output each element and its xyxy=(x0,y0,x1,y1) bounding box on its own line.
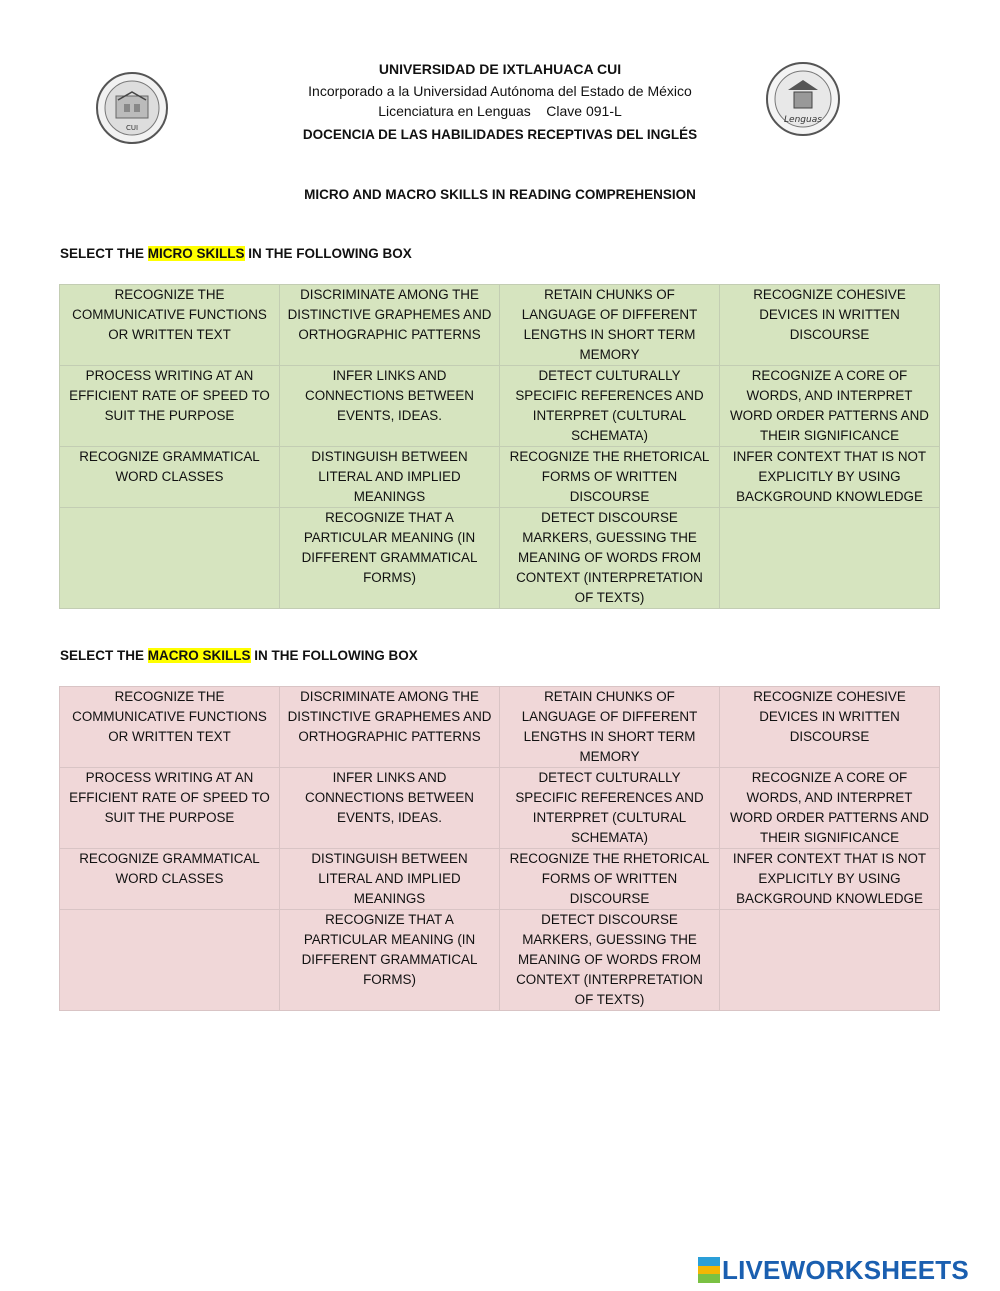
table-row xyxy=(60,366,940,447)
micro-skills-table xyxy=(59,284,940,609)
skill-option[interactable]: RECOGNIZE COHESIVE DEVICES IN WRITTEN DISCOURSE xyxy=(720,285,940,366)
skill-option[interactable]: DISTINGUISH BETWEEN LITERAL AND IMPLIED MEANINGS xyxy=(280,447,500,508)
empty-cell xyxy=(60,910,280,1011)
table-row xyxy=(60,849,940,910)
micro-instruction-prefix: SELECT THE xyxy=(60,246,148,261)
skill-option[interactable]: DETECT CULTURALLY SPECIFIC REFERENCES AND INTERPRET (CULTURAL SCHEMATA) xyxy=(500,366,720,447)
table-row xyxy=(60,447,940,508)
skill-option[interactable]: PROCESS WRITING AT AN EFFICIENT RATE OF SPEED TO SUIT THE PURPOSE xyxy=(60,366,280,447)
degree-line: Licenciatura en Lenguas Clave 091-L xyxy=(378,103,622,119)
empty-cell xyxy=(720,508,940,609)
table-row xyxy=(60,285,940,366)
table-row xyxy=(60,687,940,768)
skill-option[interactable]: PROCESS WRITING AT AN EFFICIENT RATE OF SPEED TO SUIT THE PURPOSE xyxy=(60,768,280,849)
skill-option[interactable]: DISCRIMINATE AMONG THE DISTINCTIVE GRAPHEMES AND ORTHOGRAPHIC PATTERNS xyxy=(280,285,500,366)
skill-option[interactable]: RECOGNIZE THE COMMUNICATIVE FUNCTIONS OR WRITTEN TEXT xyxy=(60,285,280,366)
empty-cell xyxy=(60,508,280,609)
skill-option[interactable]: RECOGNIZE COHESIVE DEVICES IN WRITTEN DISCOURSE xyxy=(720,687,940,768)
table-row xyxy=(60,508,940,609)
liveworksheets-mark-icon xyxy=(698,1257,720,1283)
course-title: DOCENCIA DE LAS HABILIDADES RECEPTIVAS DEL INGLÉS xyxy=(302,127,698,142)
skill-option[interactable]: INFER LINKS AND CONNECTIONS BETWEEN EVENTS, IDEAS. xyxy=(280,366,500,447)
macro-instruction-prefix: SELECT THE xyxy=(60,648,148,663)
micro-instruction xyxy=(60,246,412,261)
skill-option[interactable]: RECOGNIZE THE RHETORICAL FORMS OF WRITTEN DISCOURSE xyxy=(500,447,720,508)
university-name: UNIVERSIDAD DE IXTLAHUACA CUI xyxy=(378,61,622,77)
skill-option[interactable]: INFER CONTEXT THAT IS NOT EXPLICITLY BY USING BACKGROUND KNOWLEDGE xyxy=(720,849,940,910)
incorporation-line: Incorporado a la Universidad Autónoma del Estado de México xyxy=(308,83,692,99)
empty-cell xyxy=(720,910,940,1011)
table-row xyxy=(60,910,940,1011)
skill-option[interactable]: RECOGNIZE THAT A PARTICULAR MEANING (IN DIFFERENT GRAMMATICAL FORMS) xyxy=(280,910,500,1011)
worksheet-title: MICRO AND MACRO SKILLS IN READING COMPREHENSION xyxy=(304,187,696,202)
skill-option[interactable]: RECOGNIZE A CORE OF WORDS, AND INTERPRET WORD ORDER PATTERNS AND THEIR SIGNIFICANCE xyxy=(720,366,940,447)
macro-skills-table xyxy=(59,686,940,1011)
skill-option[interactable]: RECOGNIZE GRAMMATICAL WORD CLASSES xyxy=(60,447,280,508)
skill-option[interactable]: RETAIN CHUNKS OF LANGUAGE OF DIFFERENT LENGTHS IN SHORT TERM MEMORY xyxy=(500,687,720,768)
micro-instruction-suffix: IN THE FOLLOWING BOX xyxy=(244,246,412,261)
macro-instruction xyxy=(60,648,418,663)
skill-option[interactable]: RECOGNIZE THE COMMUNICATIVE FUNCTIONS OR WRITTEN TEXT xyxy=(60,687,280,768)
skill-option[interactable]: DISCRIMINATE AMONG THE DISTINCTIVE GRAPHEMES AND ORTHOGRAPHIC PATTERNS xyxy=(280,687,500,768)
skill-option[interactable]: RECOGNIZE GRAMMATICAL WORD CLASSES xyxy=(60,849,280,910)
skill-option[interactable]: INFER LINKS AND CONNECTIONS BETWEEN EVENTS, IDEAS. xyxy=(280,768,500,849)
skill-option[interactable]: RECOGNIZE THAT A PARTICULAR MEANING (IN DIFFERENT GRAMMATICAL FORMS) xyxy=(280,508,500,609)
skill-option[interactable]: DETECT CULTURALLY SPECIFIC REFERENCES AND INTERPRET (CULTURAL SCHEMATA) xyxy=(500,768,720,849)
liveworksheets-logo xyxy=(698,1255,969,1285)
skill-option[interactable]: RECOGNIZE A CORE OF WORDS, AND INTERPRET WORD ORDER PATTERNS AND THEIR SIGNIFICANCE xyxy=(720,768,940,849)
macro-skills-highlight: MACRO SKILLS xyxy=(147,648,251,663)
macro-instruction-suffix: IN THE FOLLOWING BOX xyxy=(250,648,418,663)
brand-name: LIVEWORKSHEETS xyxy=(722,1254,969,1285)
skill-option[interactable]: DETECT DISCOURSE MARKERS, GUESSING THE MEANING OF WORDS FROM CONTEXT (INTERPRETATION OF TEXTS) xyxy=(500,508,720,609)
skill-option[interactable]: RETAIN CHUNKS OF LANGUAGE OF DIFFERENT LENGTHS IN SHORT TERM MEMORY xyxy=(500,285,720,366)
svg-text:Lenguas: Lenguas xyxy=(784,115,822,125)
table-row xyxy=(60,768,940,849)
svg-text:CUI: CUI xyxy=(125,124,139,132)
skill-option[interactable]: RECOGNIZE THE RHETORICAL FORMS OF WRITTEN DISCOURSE xyxy=(500,849,720,910)
skill-option[interactable]: DETECT DISCOURSE MARKERS, GUESSING THE MEANING OF WORDS FROM CONTEXT (INTERPRETATION OF TEXTS) xyxy=(500,910,720,1011)
skill-option[interactable]: DISTINGUISH BETWEEN LITERAL AND IMPLIED MEANINGS xyxy=(280,849,500,910)
micro-skills-highlight: MICRO SKILLS xyxy=(147,246,245,261)
skill-option[interactable]: INFER CONTEXT THAT IS NOT EXPLICITLY BY USING BACKGROUND KNOWLEDGE xyxy=(720,447,940,508)
